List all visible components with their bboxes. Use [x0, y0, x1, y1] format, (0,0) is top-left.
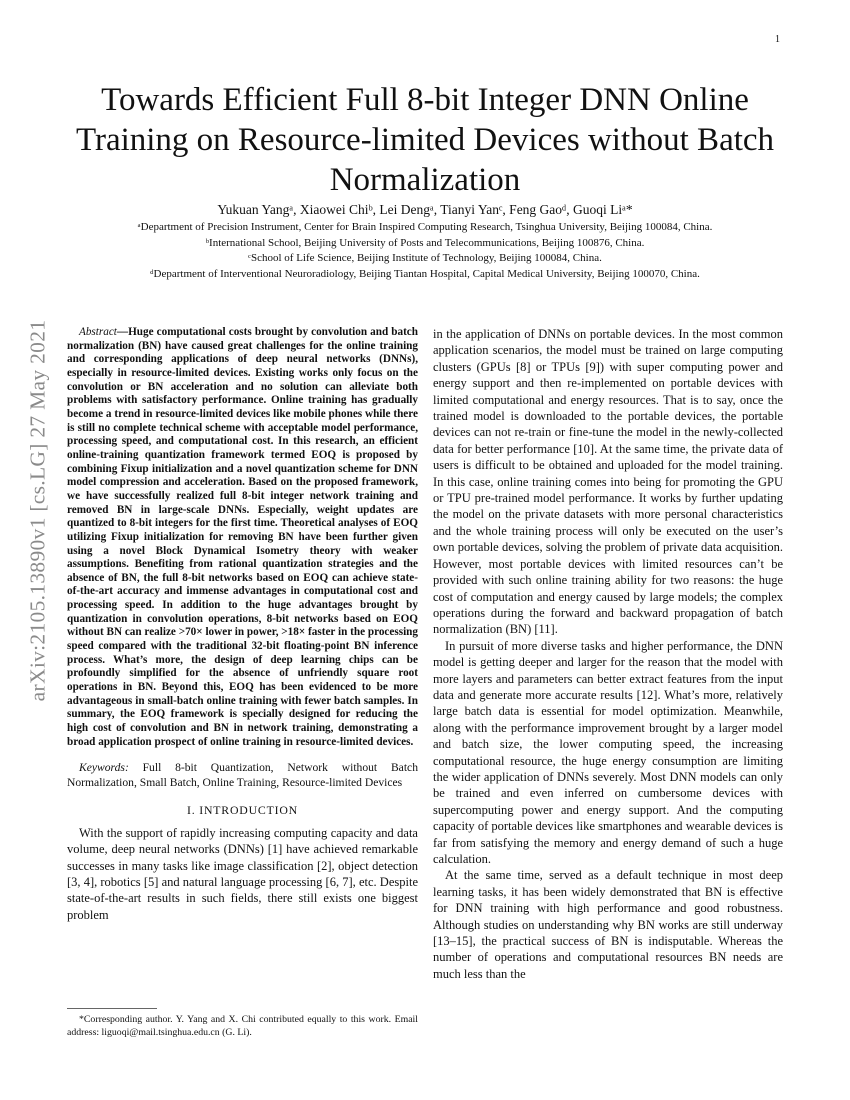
author-list: Yukuan Yangᵃ, Xiaowei Chiᵇ, Lei Dengᵃ, Tianyi Yanᶜ, Feng Gaoᵈ, Guoqi Liᵃ*: [217, 202, 633, 217]
page-number: 1: [775, 34, 780, 45]
arxiv-identifier-text: arXiv:2105.13890v1 [cs.LG] 27 May 2021: [25, 319, 50, 701]
abstract: [67, 326, 418, 749]
section-heading-introduction: I. INTRODUCTION: [187, 803, 298, 818]
arxiv-identifier-stamp: [18, 290, 58, 730]
footnote: *Corresponding author. Y. Yang and X. Chi contributed equally to this work. Email address: liguoqi@mail.tsinghua.edu.cn (G. Li).: [67, 1014, 418, 1038]
footnote-divider: [67, 1008, 157, 1009]
body-paragraph: At the same time, served as a default technique in most deep learning tasks, it has been widely demonstrated that BN is effective for DNN training with high performance and good robustness. Although studies on understanding why BN works are still underway [13–15], the practical success of BN is indisputable. Whereas the number of operations and computational resources BN needs are much less than the: [433, 868, 783, 981]
introduction-paragraph: With the support of rapidly increasing computing capacity and data volume, deep neural networks (DNNs) [1] have achieved remarkable successes in many tasks like image classification [2], object detection [3, 4], robotics [5] and natural language processing [6, 7], etc. Despite state-of-the-art results in such fields, there still exists one biggest problem: [67, 825, 418, 922]
keywords-text: Full 8-bit Quantization, Network without Batch Normalization, Small Batch, Online Training, Resource-limited Devices: [67, 761, 418, 789]
affiliation-c: ᶜSchool of Life Science, Beijing Institute of Technology, Beijing 100084, China.: [248, 252, 602, 264]
abstract-text: —Huge computational costs brought by convolution and batch normalization (BN) have caused great challenges for the online training and corresponding applications of deep neural networks (DNNs), especially in resource-limited devices. Existing works only focus on the convolution or BN acceleration and no solution can alleviate both problems with satisfactory performance. Online training has gradually become a trend in resource-limited devices like mobile phones while there is still no complete technical scheme with acceptable model performance, processing speed, and computational cost. In this research, an efficient online-training quantization framework termed EOQ is proposed by combining Fixup initialization and a novel quantization scheme for DNN model compression and acceleration. Based on the proposed framework, we have successfully realized full 8-bit integer network training and removed BN in large-scale DNNs. Especially, weight updates are quantized to 8-bit integers for the first time. Theoretical analyses of EOQ utilizing Fixup initialization for removing BN have been further given using a novel Block Dynamical Isometry theory with weaker assumptions. Benefiting from rational quantization strategies and the absence of BN, the full 8-bit networks based on EOQ can achieve state-of-the-art accuracy and immense advantages in computational cost and processing speed. In addition to the huge advantages brought by quantization in convolution operations, 8-bit networks based on EOQ without BN can realize >70× lower in power, >18× faster in the processing speed compared with the traditional 32-bit floating-point BN inference process. What’s more, the design of deep learning chips can be profoundly simplified for the absence of unfriendly square root operations in BN. Beyond this, EOQ has been evidenced to be more advantageous in small-batch online training with fewer batch samples. In summary, the EOQ framework is specially designed for reducing the high cost of convolution and BN in network training, demonstrating a broad application prospect of online training in resource-limited devices.: [67, 326, 418, 748]
affiliation-d: ᵈDepartment of Interventional Neuroradiology, Beijing Tiantan Hospital, Capital Medical University, Beijing 100070, China.: [150, 267, 700, 280]
affiliation-a: ᵃDepartment of Precision Instrument, Center for Brain Inspired Computing Research, Tsinghua University, Beijing 100084, China.: [137, 221, 713, 233]
affiliations: [70, 220, 780, 282]
body-paragraph: In pursuit of more diverse tasks and higher performance, the DNN model is getting deeper and larger for the reason that the model with more layers and parameters can better extract features from the input data and generate more accurate results [12]. What’s more, relatively large batch data is essential for model optimization. Meanwhile, along with the performance improvement brought by a larger model and batch size, the lower computing speed, the increasing computational resource, the huge energy consumption are limiting the wider application of DNNs severely. Most DNN models can only be trained and even inferred on cumbersome devices with supercomputing power and energy support. And the computing capacity of portable devices like smartphones and wearable devices is far from satisfying the memory and energy demand of such a huge calculation.: [433, 638, 783, 866]
paper-title: Towards Efficient Full 8-bit Integer DNN Online Training on Resource-limited Devices without Batch Normalization: [75, 82, 775, 198]
keywords: [67, 761, 418, 790]
body-paragraph-continued: in the application of DNNs on portable devices. In the most common application scenarios, the model must be trained on large computing clusters (GPUs [8] or TPUs [9]) with super computing power and energy support and then re-implemented on portable devices with limited computational and energy resources. That is to say, once the trained model is downloaded to the portable devices, the portable devices can not re-train or fine-tune the model in the newly-collected data for better performance [10]. At the same time, the private data of users is difficult to be obtained and uploaded for the model training. In this case, online training comes into being for promoting the GPU or TPU pre-trained model performance. It works by further updating the model on the private datasets with more personal characteristics and the whole training process will only be executed on the user’s own portable devices, solving the problem of private data acquisition. However, most portable devices with limited resources can’t be provided with such online training ability for two reasons: the huge cost of computation and energy caused by large models; the complex operations during the forward and backward propagation of batch normalization (BN) [11].: [433, 327, 783, 637]
left-column: [67, 326, 418, 923]
abstract-label: Abstract: [79, 326, 117, 338]
right-column: [433, 326, 783, 982]
affiliation-b: ᵇInternational School, Beijing University of Posts and Telecommunications, Beijing 100876, China.: [205, 236, 645, 249]
keywords-label: Keywords:: [79, 761, 129, 775]
